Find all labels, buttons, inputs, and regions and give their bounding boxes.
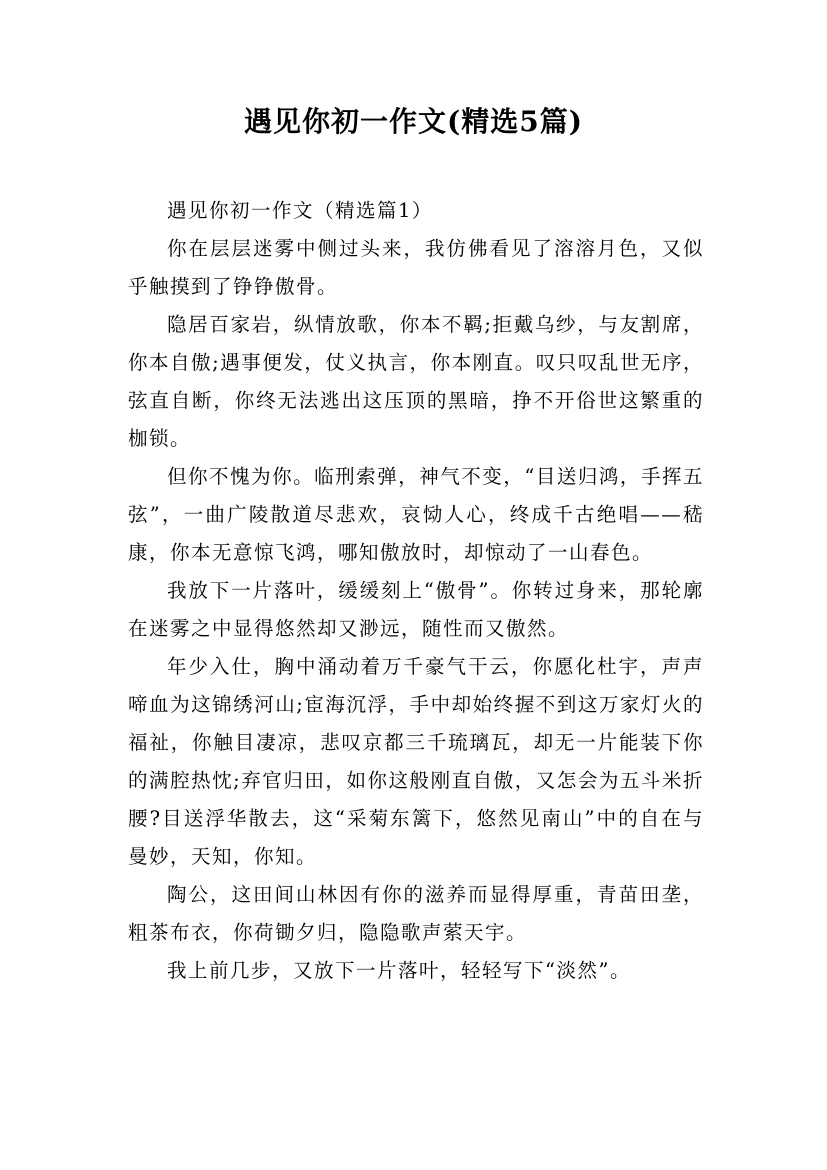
paragraph: 我上前几步，又放下一片落叶，轻轻写下“淡然”。 [167,959,631,982]
paragraph: 你在层层迷雾中侧过头来，我仿佛看见了溶溶月色，又似乎触摸到了铮铮傲骨。 [128,237,704,298]
section-heading: 遇见你初一作文（精选篇1） [167,199,433,222]
document-title: 遇见你初一作文(精选5篇) [244,105,583,138]
paragraph: 但你不愧为你。临刑索弹，神气不变，“目送归鸿，手挥五弦”，一曲广陵散道尽悲欢，哀恸人心，终成千古绝唱——嵇康，你本无意惊飞鸿，哪知傲放时，却惊动了一山春色。 [128,465,704,564]
paragraph: 陶公，这田间山林因有你的滋养而显得厚重，青苗田垄，粗茶布衣，你荷锄夕归，隐隐歌声萦天宇。 [128,883,704,944]
document-body [128,192,704,990]
paragraph: 年少入仕，胸中涌动着万千豪气干云，你愿化杜宇，声声啼血为这锦绣河山;宦海沉浮，手中却始终握不到这万家灯火的福祉，你触目凄凉，悲叹京都三千琉璃瓦，却无一片能装下你的满腔热忱;弃官归田，如你这般刚直自傲，又怎会为五斗米折腰?目送浮华散去，这“采菊东篱下，悠然见南山”中的自在与曼妙，天知，你知。 [128,655,704,868]
paragraph: 隐居百家岩，纵情放歌，你本不羁;拒戴乌纱，与友割席，你本自傲;遇事便发，仗义执言，你本刚直。叹只叹乱世无序，弦直自断，你终无法逃出这压顶的黑暗，挣不开俗世这繁重的枷锁。 [128,313,704,450]
paragraph: 我放下一片落叶，缓缓刻上“傲骨”。你转过身来，那轮廓在迷雾之中显得悠然却又渺远，随性而又傲然。 [128,579,704,640]
